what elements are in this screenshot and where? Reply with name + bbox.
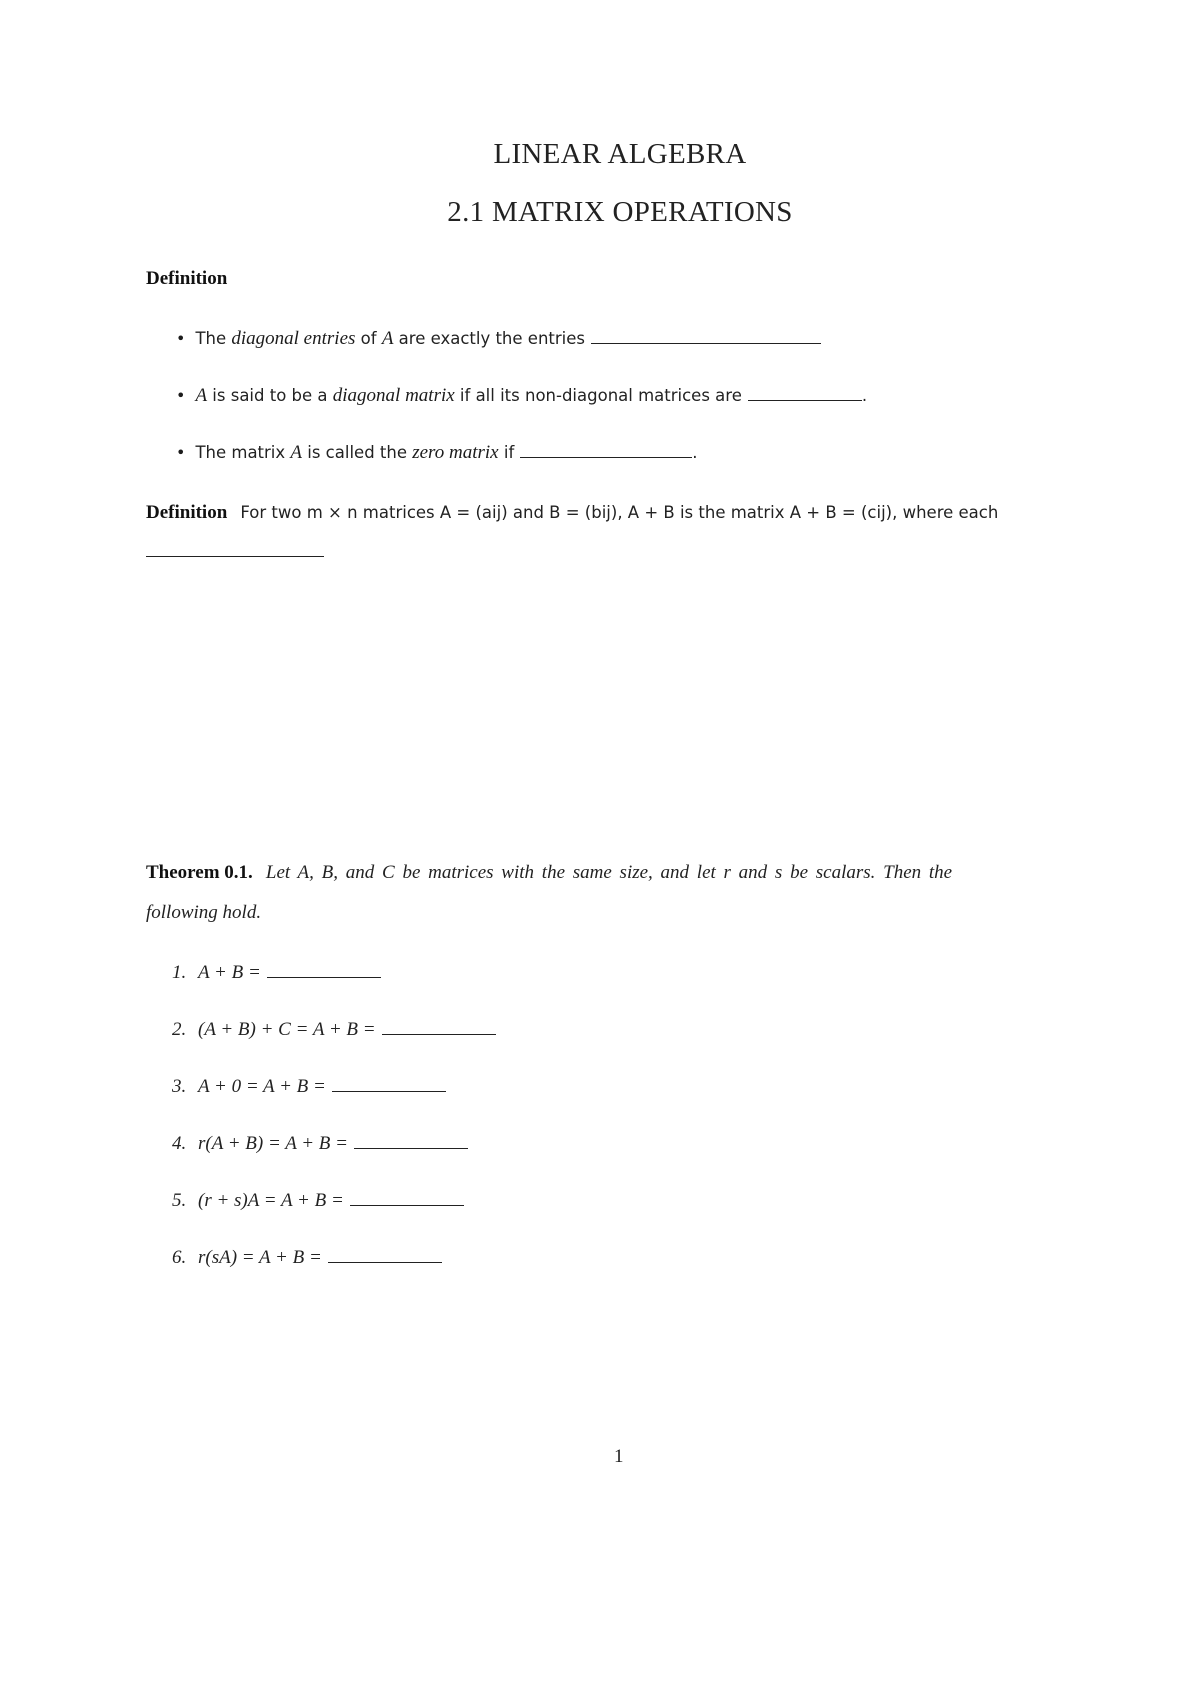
answer-blank[interactable] xyxy=(328,1261,442,1263)
theorem-heading: Theorem 0.1. xyxy=(146,862,253,883)
answer-blank[interactable] xyxy=(591,342,821,344)
bullet-dot: • xyxy=(176,443,186,462)
term-zero-matrix: zero matrix xyxy=(412,442,499,463)
theorem-statement xyxy=(146,862,952,884)
term-diagonal-matrix: diagonal matrix xyxy=(332,385,455,406)
answer-blank[interactable] xyxy=(332,1090,446,1092)
answer-blank[interactable] xyxy=(382,1033,496,1035)
theorem-item: 4. r(A + B) = A + B = xyxy=(172,1133,468,1155)
definition-heading: Definition xyxy=(146,502,228,523)
theorem-item: 6. r(sA) = A + B = xyxy=(172,1247,442,1269)
answer-blank[interactable] xyxy=(520,456,692,458)
answer-blank[interactable] xyxy=(350,1204,464,1206)
theorem-item: 5. (r + s)A = A + B = xyxy=(172,1190,464,1212)
theorem-item: 2. (A + B) + C = A + B = xyxy=(172,1019,496,1041)
definition-bullet: • The matrix A is called the zero matrix if . xyxy=(176,442,698,463)
term-diagonal-entries: diagonal entries xyxy=(231,328,356,349)
theorem-item: 1. A + B = xyxy=(172,962,381,984)
definition-heading: Definition xyxy=(146,268,228,289)
definition-bullet: • The diagonal entries of A are exactly the entries xyxy=(176,328,821,350)
bullet-dot: • xyxy=(176,329,186,348)
section-title: 2.1 MATRIX OPERATIONS xyxy=(447,196,793,228)
answer-blank[interactable] xyxy=(146,556,324,557)
answer-blank[interactable] xyxy=(748,399,862,401)
theorem-item: 3. A + 0 = A + B = xyxy=(172,1076,446,1098)
document-title: LINEAR ALGEBRA xyxy=(493,138,747,170)
page-number: 1 xyxy=(614,1446,624,1467)
answer-blank[interactable] xyxy=(267,976,381,978)
answer-blank[interactable] xyxy=(354,1147,468,1149)
bullet-dot: • xyxy=(176,386,186,405)
theorem-text-line2: following hold. xyxy=(146,902,262,923)
definition-bullet: • A is said to be a diagonal matrix if all its non-diagonal matrices are . xyxy=(176,385,868,406)
definition-text: For two m × n matrices A = (aij) and B = (bij), A + B is the matrix A + B = (cij), where each xyxy=(240,503,999,522)
theorem-text-line1: Let A, B, and C be matrices with the same size, and let r and s be scalars. Then the xyxy=(265,862,953,883)
definition-matrix-sum xyxy=(146,502,998,524)
